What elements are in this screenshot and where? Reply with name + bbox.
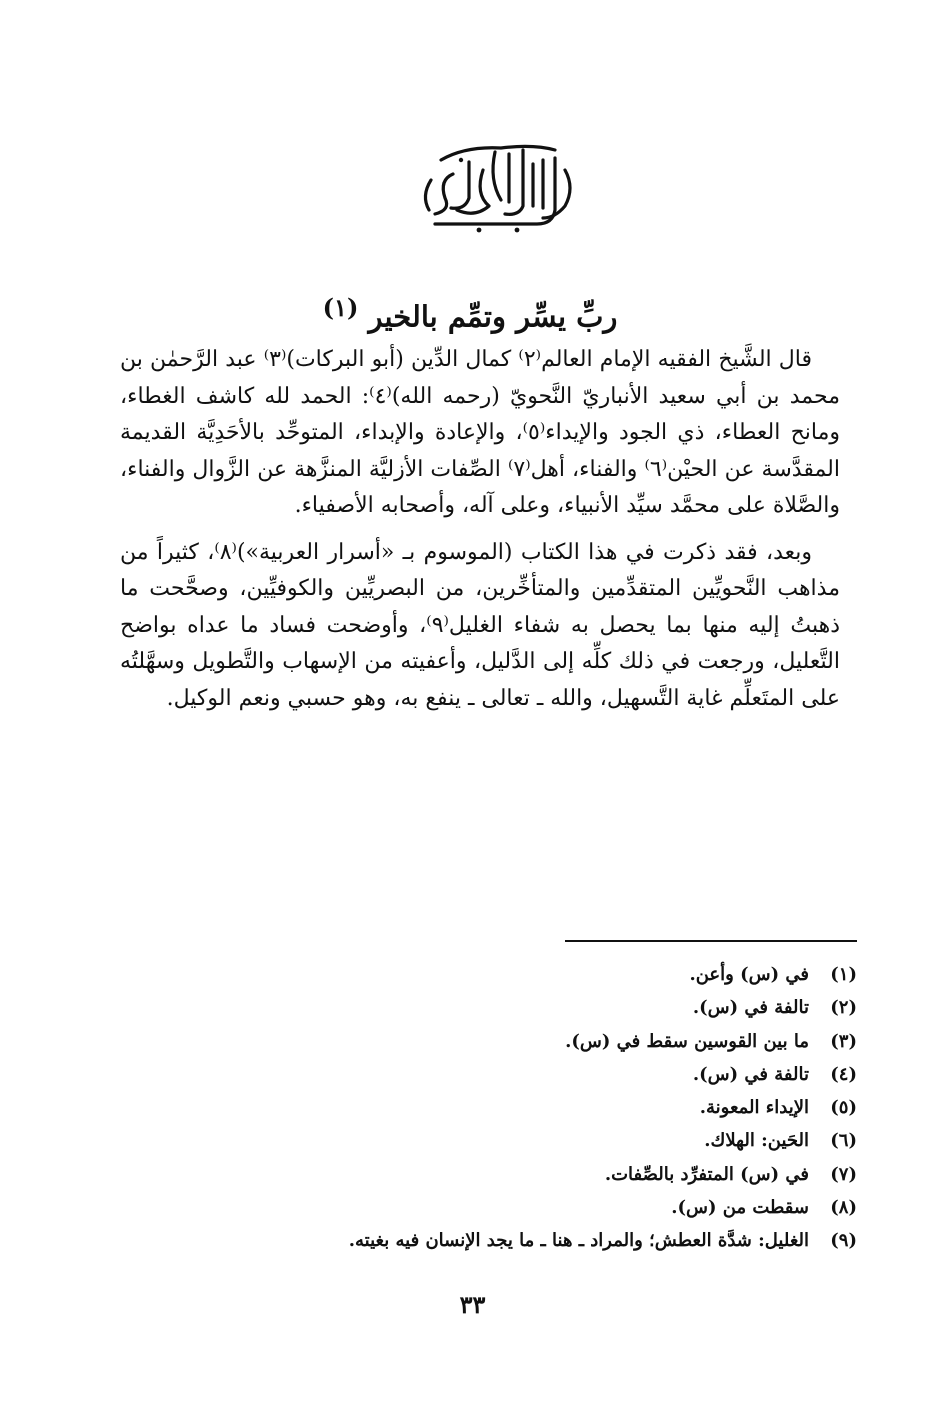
footnote: [220, 1224, 857, 1257]
footnote-number: (٣): [830, 1030, 857, 1052]
footnote-number: (٩): [830, 1230, 857, 1252]
footnote: [220, 1091, 857, 1124]
footnote: [220, 1158, 857, 1191]
footnote: [220, 958, 857, 991]
footnote-text: الإيداء المعونة.: [699, 1097, 809, 1119]
footnote: [220, 1058, 857, 1091]
footnote-text: في (س) وأعن.: [689, 964, 809, 985]
opening-heading: [150, 288, 790, 337]
footnote-number: (٨): [830, 1197, 857, 1219]
footnote-text: سقطت من (س).: [671, 1197, 809, 1219]
footnote-number: (٧): [830, 1163, 857, 1185]
main-text: [120, 342, 840, 717]
heading-footnote-ref: (١): [322, 293, 359, 322]
footnote-number: (٤): [830, 1063, 857, 1085]
paragraph-preface: قال الشَّيخ الفقيه الإمام العالم⁽٢⁾ كمال الدِّين (أبو البركات)⁽٣⁾ عبد الرَّحمٰن بن محمد بن أبي سعيد الأنباريّ النَّحويّ (رحمه الله)⁽٤⁾: الحمد لله كاشف الغطاء، ومانح العطاء، ذي الجود والإيداء⁽٥⁾، والإعادة والإبداء، المتوحِّد بالأحَدِيَّة القديمة المقدَّسة عن الحيْن⁽٦⁾ والفناء، أهل⁽٧⁾ الصِّفات الأزليَّة المنزَّهة عن الزَّوال والفناء، والصَّلاة على محمَّد سيِّد الأنبياء، وعلى آله، وأصحابه الأصفياء.: [120, 347, 841, 518]
footnote: [220, 1124, 857, 1157]
footnote: [220, 1191, 857, 1224]
footnote-text: تالفة في (س).: [692, 1063, 809, 1085]
basmala-calligraphy: [405, 140, 585, 235]
footnote-number: (٦): [830, 1130, 857, 1152]
heading-text: ربِّ يسِّر وتمِّم بالخير: [368, 299, 618, 334]
footnote-text: ما بين القوسين سقط في (س).: [565, 1030, 809, 1052]
footnote-number: (٥): [830, 1097, 857, 1119]
footnote-text: تالفة في (س).: [692, 997, 809, 1019]
footnote-text: الغليل: شدَّة العطش؛ والمراد ـ هنا ـ ما يجد الإنسان فيه بغيته.: [348, 1230, 809, 1252]
footnote-number: (١): [830, 964, 857, 985]
page-number: ٣٣: [459, 1290, 486, 1319]
footnote-divider: [565, 940, 857, 942]
footnote: [220, 991, 857, 1024]
footnotes: [220, 958, 857, 1258]
footnote-text: الحَين: الهلاك.: [704, 1130, 809, 1152]
footnote: [220, 1025, 857, 1058]
footnote-number: (٢): [830, 997, 857, 1019]
footnote-text: في (س) المتفرِّد بالصِّفات.: [604, 1163, 809, 1185]
paragraph-intro: وبعد، فقد ذكرت في هذا الكتاب (الموسوم بـ «أسرار العربية»)⁽٨⁾، كثيراً من مذاهب النَّحويِّين المتقدِّمين والمتأخِّرين، من البصريِّين والكوفيِّين، وصحَّحت ما ذهبتُ إليه منها بما يحصل به شفاء الغليل⁽٩⁾، وأوضحت فساد ما عداه بواضح التَّعليل، ورجعت في ذلك كلِّه إلى الدَّليل، وأعفيته من الإسهاب والتَّطويل وسهَّلتُه على المتَعلِّم غاية التَّسهيل، والله ـ تعالى ـ ينفع به، وهو حسبي ونعم الوكيل.: [120, 539, 840, 711]
